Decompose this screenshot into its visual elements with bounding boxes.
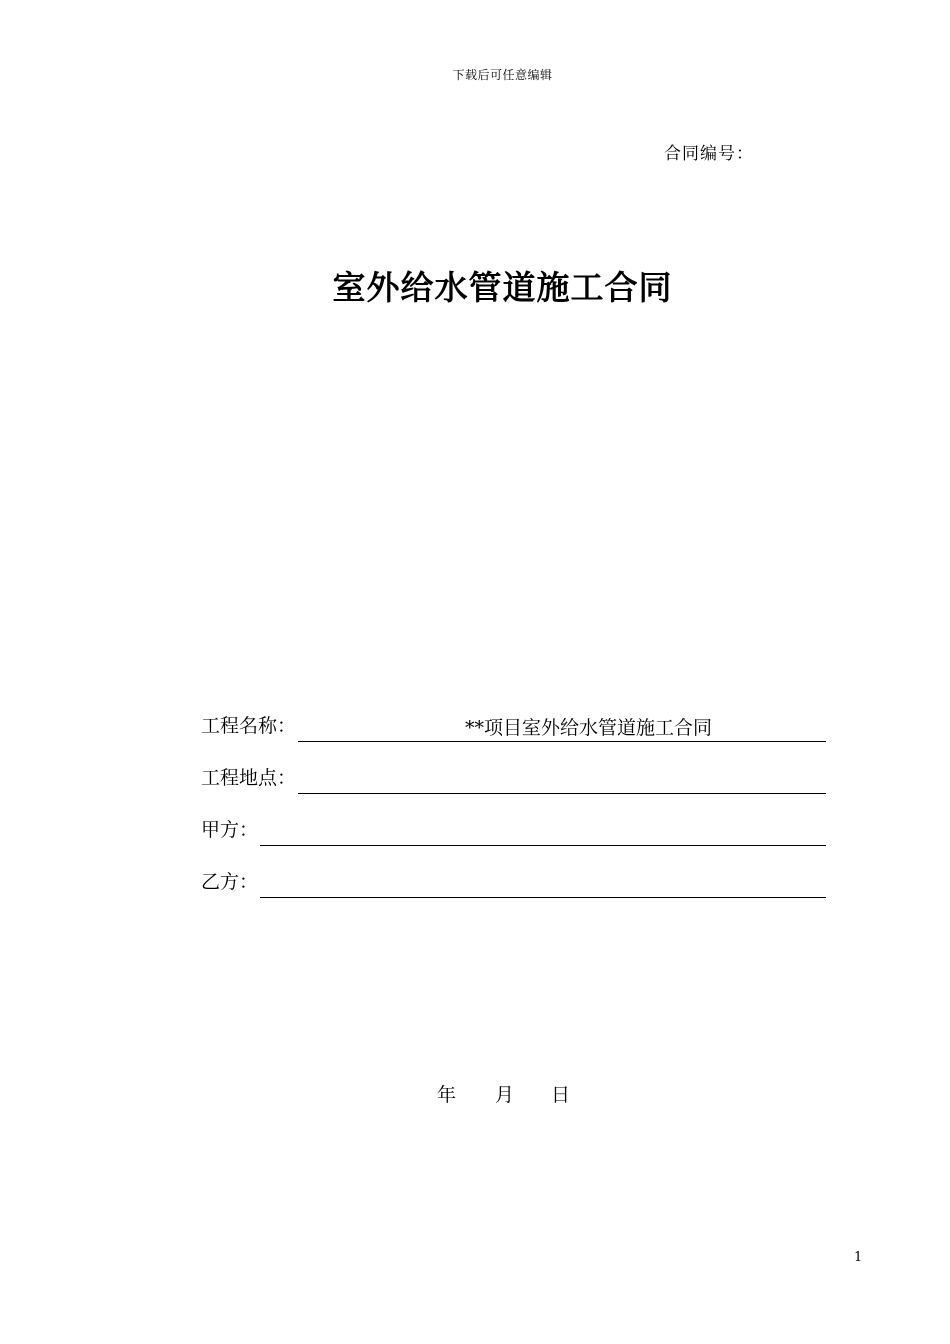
field-project-name (201, 712, 826, 742)
field-underline (260, 815, 826, 846)
contract-number-label: 合同编号： (664, 144, 754, 164)
signing-date (437, 1080, 581, 1107)
field-label: 甲方： (201, 819, 259, 841)
date-year-label: 年 (437, 1084, 457, 1106)
field-label: 乙方： (201, 871, 259, 893)
header-note: 下载后可任意编辑 (452, 68, 553, 82)
field-label: 工程名称： (201, 715, 297, 737)
field-value: **项目室外给水管道施工合同 (465, 717, 713, 739)
page-number: 1 (854, 1250, 863, 1265)
document-title: 室外给水管道施工合同 (332, 268, 673, 307)
field-party-a (201, 816, 826, 846)
date-month-label: 月 (495, 1084, 515, 1106)
field-underline (298, 763, 826, 794)
field-party-b (201, 868, 826, 898)
date-day-label: 日 (551, 1084, 571, 1106)
field-underline (260, 867, 826, 898)
field-underline (298, 711, 826, 742)
field-project-location (201, 764, 826, 794)
field-label: 工程地点： (201, 767, 297, 789)
